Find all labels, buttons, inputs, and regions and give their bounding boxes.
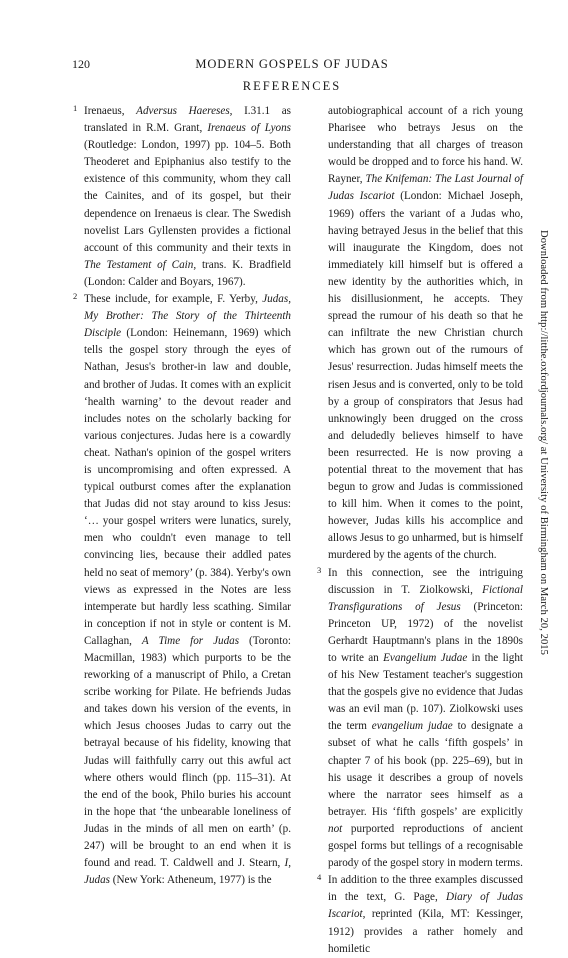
note-text: (New York: Atheneum, 1977) is the	[110, 874, 272, 887]
footnote-1	[73, 103, 291, 291]
cited-title: The Testament of Cain,	[84, 258, 197, 271]
note-text: reprinted (Kila, MT: Kessinger, 1912) provides a rather homely and homiletic	[328, 908, 523, 955]
page-number: 120	[72, 57, 90, 71]
footnote-number: 2	[73, 291, 78, 302]
note-text: purported reproductions of ancient gospel forms but tellings of a recognisable parody of the gospel story in modern terms.	[328, 822, 523, 870]
running-title: MODERN GOSPELS OF JUDAS	[195, 57, 389, 71]
note-text: In addition to the three examples discussed in the text, G. Page,	[328, 874, 523, 904]
note-text: I.31.1 as translated in R.M. Grant,	[84, 105, 291, 135]
footnote-2-continued	[328, 103, 523, 565]
cited-title: Diary of Judas Iscariot,	[328, 891, 524, 921]
note-text: in the light of his New Testament teacher's suggestion that the gospels give no evidence that Judas was an evil man (p. 107). Ziolkowski uses the term	[328, 652, 523, 733]
cited-title: Fictional Transfigurations of Jesus	[328, 583, 523, 613]
running-head	[72, 57, 512, 75]
cited-title: I, Judas	[84, 857, 291, 887]
right-column	[317, 103, 524, 958]
note-text: (London: Heinemann, 1969) which tells the gospel story through the eyes of Nathan, Jesus's brother-in law and double, and brother of Judas. It comes with an explicit ‘health warning’ to the devout reader and includes notes on the scholarly backing for various conjectures. Judas here is a cowardly cheat. Nathan's opinion of the gospel writers is uncompromising and often expressed. A typical outburst comes after the explanation that Judas did not stay around to kiss Jesus: ‘… your gospel writers were lunatics, surely, men who couldn't even manage to tell convincing lies, because their addled pates held no seat of memory’ (p. 384). Yerby's own views as expressed in the Notes are less intemperate but hardly less scathing. Similar in conception if not in style or content is M. Callaghan,	[84, 327, 291, 647]
footnote-number: 3	[317, 564, 322, 575]
note-text: Irenaeus,	[84, 105, 137, 117]
note-text: autobiographical account of a rich young Pharisee who betrays Jesus on the understanding that all charges of treason would be dropped and to force his hand. W. Rayner,	[328, 105, 523, 186]
cited-title: A Time for Judas	[141, 634, 240, 647]
note-text: to designate a subset of what he calls ‘fifth gospels’ in chapter 7 of his book (pp. 225–69), but in his usage it describes a group of novels where the narrator sees himself as a betrayer. His ‘fifth gospels’ are explicitly	[328, 720, 523, 818]
note-text: (Princeton: Princeton UP, 1972) of the novelist Gerhardt Hauptmann's plans in the 1890s to write an	[328, 600, 523, 664]
note-text: These include, for example, F. Yerby,	[84, 293, 263, 306]
footnote-3	[317, 564, 523, 873]
download-watermark-text: Downloaded from http://litthe.oxfordjournals.org/ at University of Birmingham on March 20, 2015	[538, 230, 549, 656]
cited-title: Evangelium Judae	[383, 652, 468, 664]
section-title: REFERENCES	[242, 79, 342, 93]
cited-title: Irenaeus of Lyons	[207, 122, 291, 135]
download-watermark	[534, 230, 554, 770]
note-text: In this connection, see the intriguing discussion in T. Ziolkowski,	[328, 566, 523, 596]
note-text: trans. K. Bradfield (London: Calder and Boyars, 1967).	[84, 258, 291, 288]
note-text: (Routledge: London, 1997) pp. 104–5. Both Theoderet and Epiphanius also testify to the existence of this community, whom they call the Cainites, and of its gospel, but their dependence on Irenaeus is clear. The Swedish novelist Lars Gyllensten provides a fictional account of this community and their texts in	[84, 139, 291, 254]
cited-title: Adversus Haereses,	[136, 105, 233, 117]
note-text: (Toronto: Macmillan, 1983) which purports to be the reworking of a manuscript of Philo, a Cretan scribe working for Pilate. He befriends Judas and takes down his version of the events, in which Jesus chooses Judas to carry out the betrayal because of his fidelity, knowing that Judas will faithfully carry out this awful act where others would flinch (pp. 115–31). At the end of the book, Philo buries his account in the hope that ‘the unbearable loneliness of Judas in the minds of all men on earth’ (p. 247) will be brought to an end when it is found and read. T. Caldwell and J. Stearn,	[84, 634, 291, 870]
cited-title: evangelium judae	[371, 720, 453, 733]
note-text: (London: Michael Joseph, 1969) offers the variant of a Judas who, having betrayed Jesus in the belief that this will inaugurate the Kingdom, does not immediately kill himself but is offered a new identity by the authorities which, in his disillusionment, he accepts. They spread the rumour of his death so that he can infiltrate the new Christian church which has grown out of the rumours of Jesus' resurrection. Judas himself meets the risen Jesus and is converted, only to be told by a group of conspirators that Jesus had unknowingly been drugged on the cross and deludedly believes himself to have been resurrected. He is now proving a potential threat to the movement that has begun to grow and Judas is commissioned to kill him. When it comes to the point, however, Judas kills his accomplice and allows Jesus to go unharmed, but is himself murdered by the agents of the church.	[328, 190, 523, 562]
left-column	[73, 103, 291, 889]
footnote-2	[73, 291, 291, 889]
footnote-number: 1	[73, 103, 78, 113]
footnote-4	[317, 872, 524, 957]
emphasis: not	[328, 822, 343, 835]
cited-title: Judas, My Brother: The Story of the Thirteenth Disciple	[84, 293, 291, 340]
cited-title: The Knifeman: The Last Journal of Judas Iscariot	[328, 173, 524, 203]
footnote-number: 4	[317, 872, 322, 883]
